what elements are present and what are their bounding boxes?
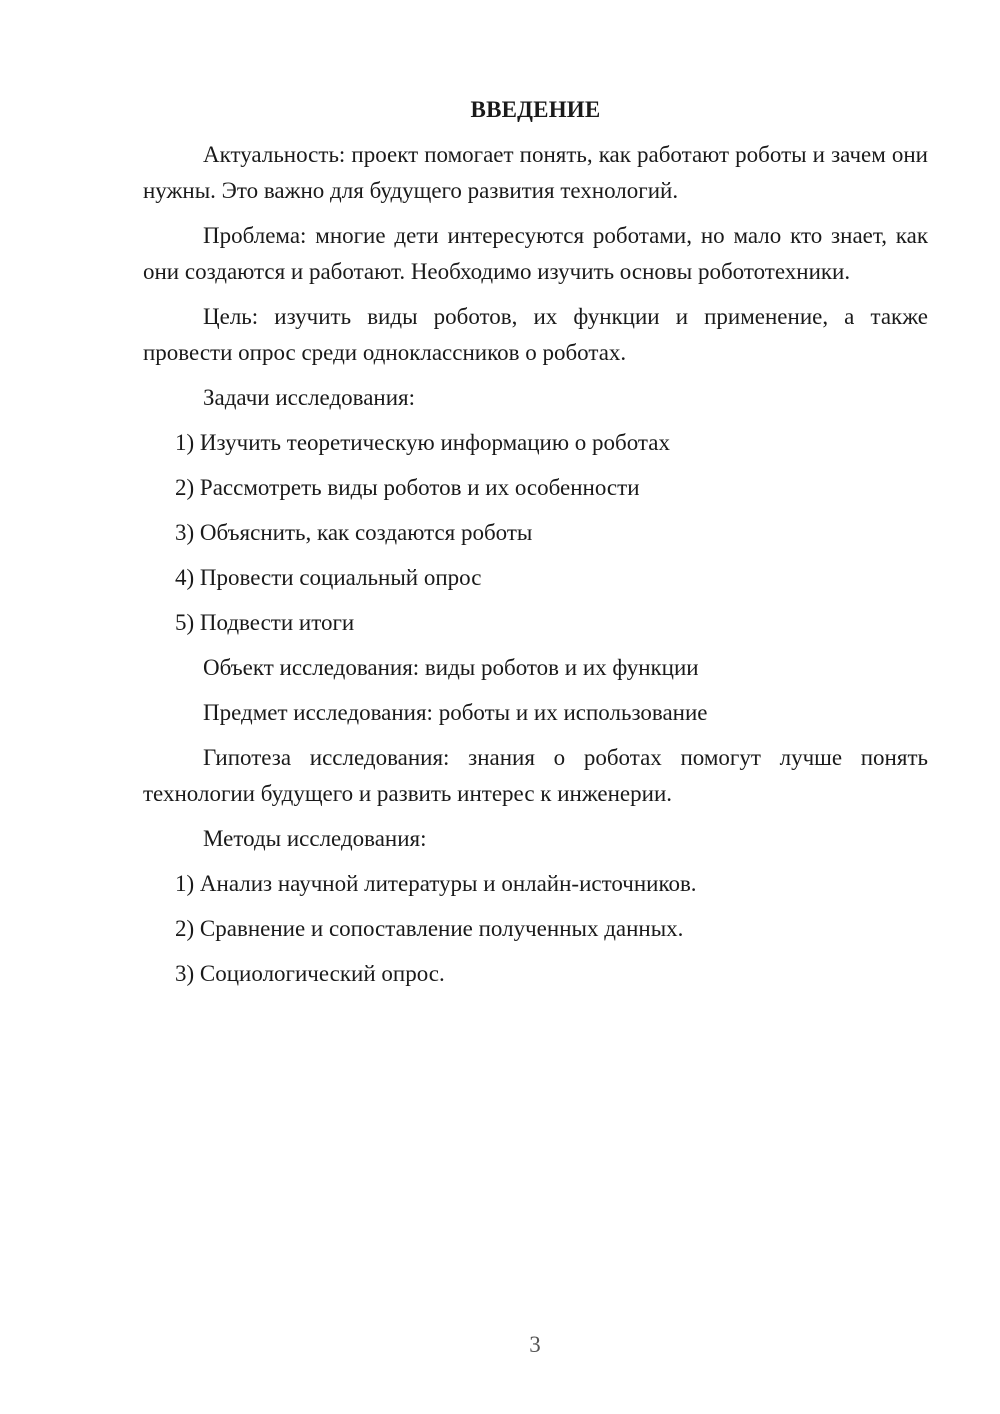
method-item: 2) Сравнение и сопоставление полученных данных.: [175, 916, 684, 941]
section-title: ВВЕДЕНИЕ: [470, 97, 601, 122]
task-item: 2) Рассмотреть виды роботов и их особенности: [175, 475, 640, 500]
task-item: 4) Провести социальный опрос: [175, 565, 482, 590]
task-item: 5) Подвести итоги: [175, 610, 355, 635]
hypothesis-paragraph: Гипотеза исследования: знания о роботах помогут лучше понять технологии будущего и развить интерес к инженерии.: [143, 745, 928, 806]
goal-paragraph: Цель: изучить виды роботов, их функции и применение, а также провести опрос среди одноклассников о роботах.: [143, 304, 928, 365]
relevance-paragraph: Актуальность: проект помогает понять, как работают роботы и зачем они нужны. Это важно для будущего развития технологий.: [143, 142, 928, 203]
method-item: 1) Анализ научной литературы и онлайн-источников.: [175, 871, 697, 896]
task-item: 3) Объяснить, как создаются роботы: [175, 520, 533, 545]
page-content: [143, 92, 928, 1001]
method-item: 3) Социологический опрос.: [175, 961, 445, 986]
problem-paragraph: Проблема: многие дети интересуются роботами, но мало кто знает, как они создаются и работают. Необходимо изучить основы робототехники.: [143, 223, 928, 284]
object-paragraph: Объект исследования: виды роботов и их функции: [203, 655, 699, 680]
tasks-heading: Задачи исследования:: [203, 385, 416, 410]
task-item: 1) Изучить теоретическую информацию о роботах: [175, 430, 670, 455]
page-number: 3: [529, 1332, 541, 1357]
subject-paragraph: Предмет исследования: роботы и их использование: [203, 700, 708, 725]
methods-heading: Методы исследования:: [203, 826, 427, 851]
